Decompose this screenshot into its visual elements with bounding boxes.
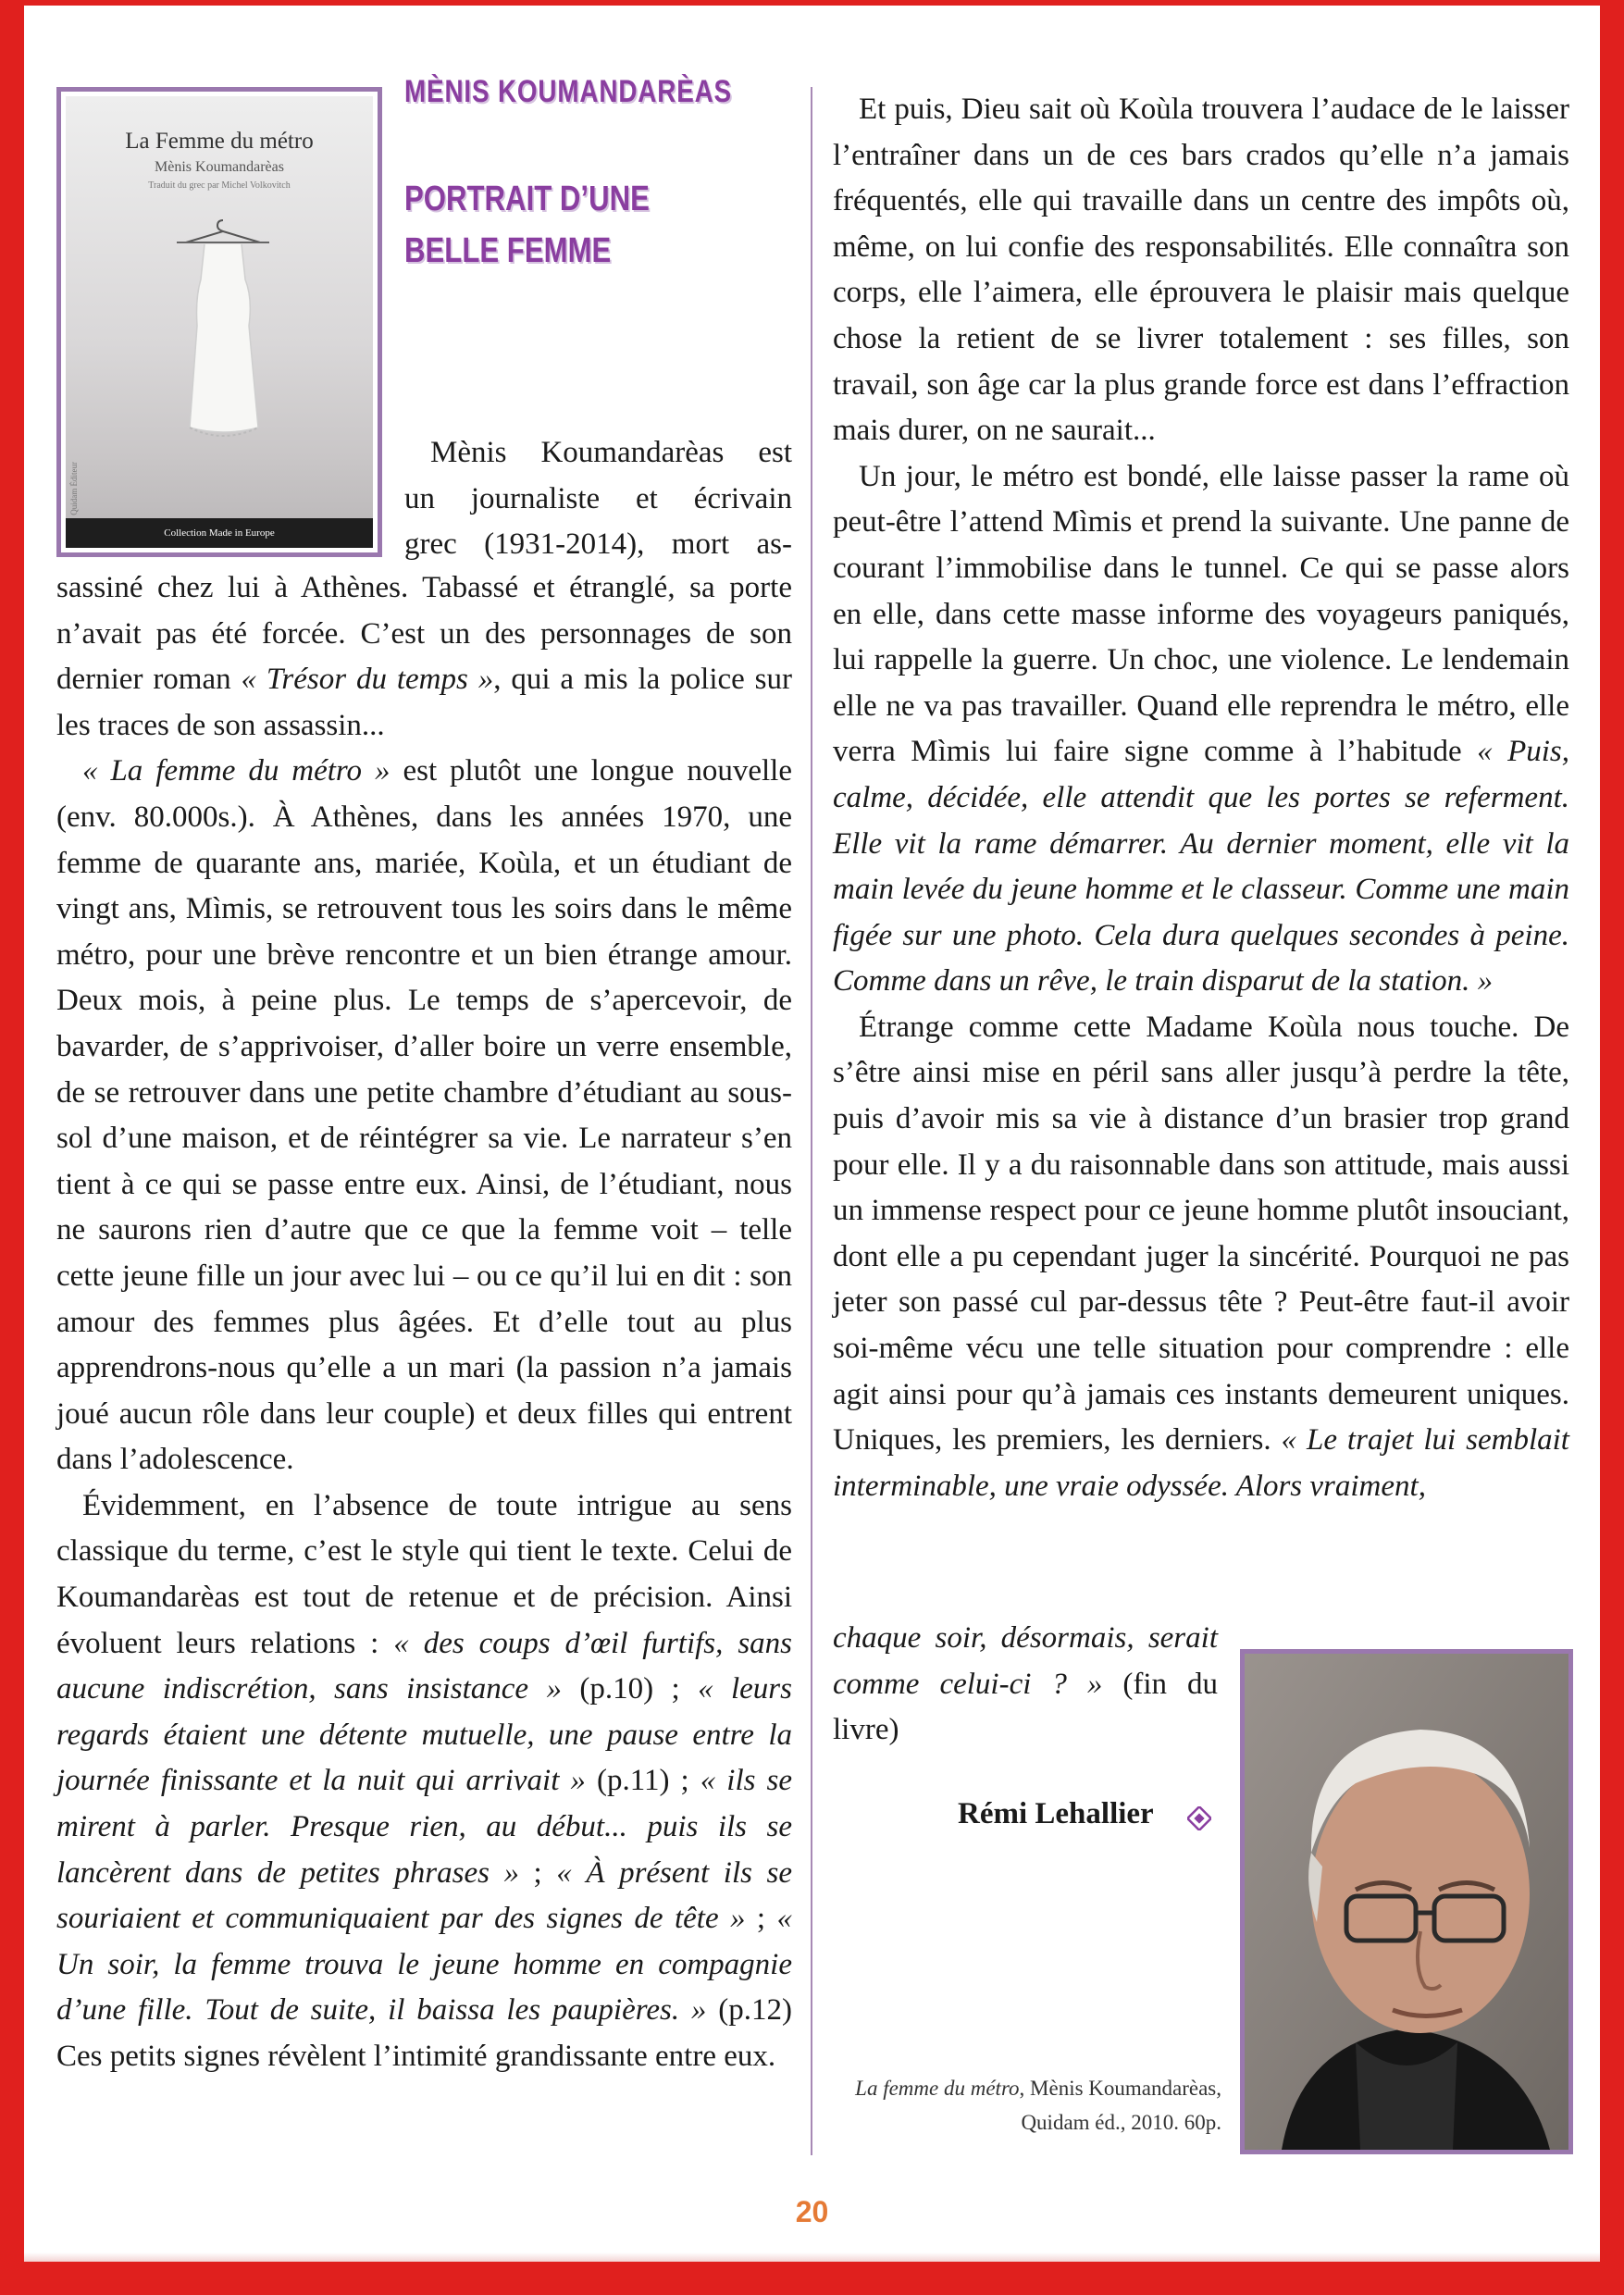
column-divider [811, 87, 812, 2155]
ending-line [833, 1616, 1218, 1662]
article-title-line-2: BELLE FEMME [404, 231, 612, 270]
body-text: est plutôt une longue nouvelle (env. 80.000s.). À Athènes, dans les années 1970, une femme de quarante ans, mariée, Koùla, et un étudiant de vingt ans, Mìmis, se retrouvent tous les soirs dans le même métro, pour une brève rencontre et un bien étrange amour. Deux mois, à peine plus. Le temps de s’apercevoir, de bavarder, de s’apprivoiser, d’aller boire un verre ensemble, de se retrouver dans une petite chambre d’étudiant au sous-sol d’une maison, et de réintégrer sa vie. Le narrateur s’en tient à ce qui se passe entre eux. Ainsi, de l’étudiant, nous ne saurons rien d’autre que ce que la femme voit – telle cette jeune fille un jour avec lui – ou ce qu’il lui en dit : son amour des femmes plus âgées. Et d’elle tout au plus apprendrons-nous qu’elle a un mari (la passion n’a jamais joué aucun rôle dans leur couple) et deux filles qui entrent dans l’adolescence. [56, 754, 792, 1477]
body-text: (p.12) Ces petits signes révèlent l’intimité grandissante entre eux. [56, 1993, 792, 2073]
intro-lines [404, 430, 792, 568]
cover-publisher: Quidam Éditeur [69, 462, 79, 515]
ending-lines [833, 1616, 1218, 1754]
ending-line [833, 1662, 1218, 1708]
quote-text: « Un soir, la femme trouva le jeune homme en compagnie d’une fille. Tout de suite, il baissa les paupières. » [56, 1902, 792, 2028]
article-header [404, 74, 793, 277]
page-number: 20 [795, 2195, 829, 2228]
right-column [833, 87, 1569, 1509]
book-caption [833, 2071, 1221, 2140]
body-text: Et puis, Dieu sait où Koùla trouvera l’audace de le laisser l’entraîner dans un de ces bars crados qu’elle n’a jamais fréquentés, elle qui travaille dans un centre des impôts où, même, on lui confie des responsabilités. Elle connaîtra son corps, elle l’aimera, elle éprouvera le plaisir mais quelque chose la retient de se livrer totalement : ses filles, son travail, son âge car la plus grande force est dans l’effraction mais durer, on ne saurait... [833, 93, 1569, 448]
left-column [56, 565, 792, 2080]
body-text: Évidemment, en l’absence de toute intrigue au sens classique du terme, c’est le style qui tient le texte. Celui de Koumandarèas est tout de retenue et de précision. Ainsi évoluent leurs relations : [56, 1488, 792, 1660]
quote-text: « Trésor du temps » [241, 663, 494, 697]
slip-dress-illustration [167, 215, 279, 446]
body-paragraph [833, 87, 1569, 454]
body-text: livre) [833, 1713, 899, 1747]
quote-text: « La femme du métro » [82, 754, 391, 788]
quote-text: « Puis, calme, décidée, elle attendit que les portes se referment. Elle vit la rame démarrer. Au dernier moment, elle vit la main levée du jeune homme et le classeur. Comme une main figée sur une photo. Cela dura quelques secondes à peine. Comme dans un rêve, le train disparut de la station. » [833, 735, 1570, 999]
cover-author: Mènis Koumandarèas [155, 159, 284, 175]
cover-background [66, 96, 373, 548]
body-paragraph [56, 565, 792, 749]
quote-text: « leurs regards étaient une détente mutuelle, une pause entre la journée finissante et la nuit qui arrivait » [56, 1672, 792, 1798]
cover-collection: Collection Made in Europe [66, 518, 373, 548]
intro-line: un journaliste et écrivain [404, 481, 792, 515]
signature: Rémi Lehallier [958, 1797, 1154, 1830]
intro-line: Mènis Koumandarèas est [430, 436, 792, 469]
article-title-line-1: PORTRAIT D’UNE [404, 180, 650, 218]
portrait-illustration [1245, 1654, 1568, 2150]
body-text: sassiné chez lui à Athènes. Tabassé et étranglé, sa porte n’avait pas été forcée. C’est un des personnages de son dernier roman [56, 571, 792, 697]
body-text: (p.10) ; [561, 1672, 699, 1706]
diamond-icon [1187, 1806, 1211, 1830]
body-paragraph [833, 454, 1569, 1005]
author-portrait-photo [1240, 1649, 1573, 2154]
quote-text: comme celui-ci ? » [833, 1667, 1103, 1701]
body-text: (fin du [1102, 1667, 1218, 1701]
author-heading: MÈNIS KOUMANDARÈAS [404, 74, 732, 109]
caption-book-title: La femme du métro [855, 2077, 1020, 2100]
caption-details: , Mènis Koumandarèas, Quidam éd., 2010. 60p. [1019, 2077, 1221, 2134]
body-text: (p.11) ; [585, 1764, 700, 1798]
body-text: ; [745, 1902, 777, 1936]
cover-translator: Traduit du grec par Michel Volkovitch [148, 180, 291, 191]
body-text: Étrange comme cette Madame Koùla nous touche. De s’être ainsi mise en péril sans aller jusqu’à perdre la tête, puis d’avoir mis sa vie à distance d’un brasier trop grand pour elle. Il y a du raisonnable dans son attitude, mais aussi un immense respect pour ce jeune homme plutôt insouciant, dont elle a pu cependant juger la sincérité. Pourquoi ne pas jeter son passé cul par-dessus tête ? Peut-être faut-il avoir soi-même vécu une telle situation pour comprendre : elle agit ainsi pour qu’à jamais ces instants demeurent uniques. Uniques, les premiers, les derniers. [833, 1010, 1569, 1458]
quote-text: « À présent ils se souriaient et communiquaient par des signes de tête » [56, 1855, 793, 1936]
body-text: , qui a mis la police sur les traces de son assassin... [56, 663, 792, 742]
book-cover-image [56, 87, 382, 557]
quote-text: « Le trajet lui semblait interminable, une vraie odyssée. Alors vraiment, [833, 1423, 1569, 1503]
cover-title: La Femme du métro [125, 129, 314, 154]
body-paragraph [56, 1483, 792, 2080]
quote-text: « des coups d’œil furtifs, sans aucune indiscrétion, sans insistance » [56, 1626, 793, 1706]
body-paragraph [56, 749, 792, 1483]
body-text: ; [519, 1855, 557, 1890]
quote-text: chaque soir, désormais, serait [833, 1621, 1218, 1655]
body-paragraph [833, 1005, 1569, 1510]
ending-line [833, 1707, 1218, 1754]
intro-line: grec (1931-2014), mort as- [404, 527, 792, 562]
body-text: Un jour, le métro est bondé, elle laisse passer la rame où peut-être l’attend Mìmis et prend la suivante. Une panne de courant l’immobilise dans le tunnel. Ce qui se passe alors en elle, dans cette masse informe des voyageurs paniqués, lui rappelle la guerre. Un choc, une violence. Le lendemain elle ne va pas travailler. Quand elle reprendra le métro, elle verra Mìmis lui faire signe comme à l’habitude [833, 459, 1569, 769]
quote-text: « ils se mirent à parler. Presque rien, au début... puis ils se lancèrent dans de petites phrases » [56, 1764, 793, 1890]
article-title [404, 173, 723, 277]
frame-shadow [24, 2252, 1600, 2262]
